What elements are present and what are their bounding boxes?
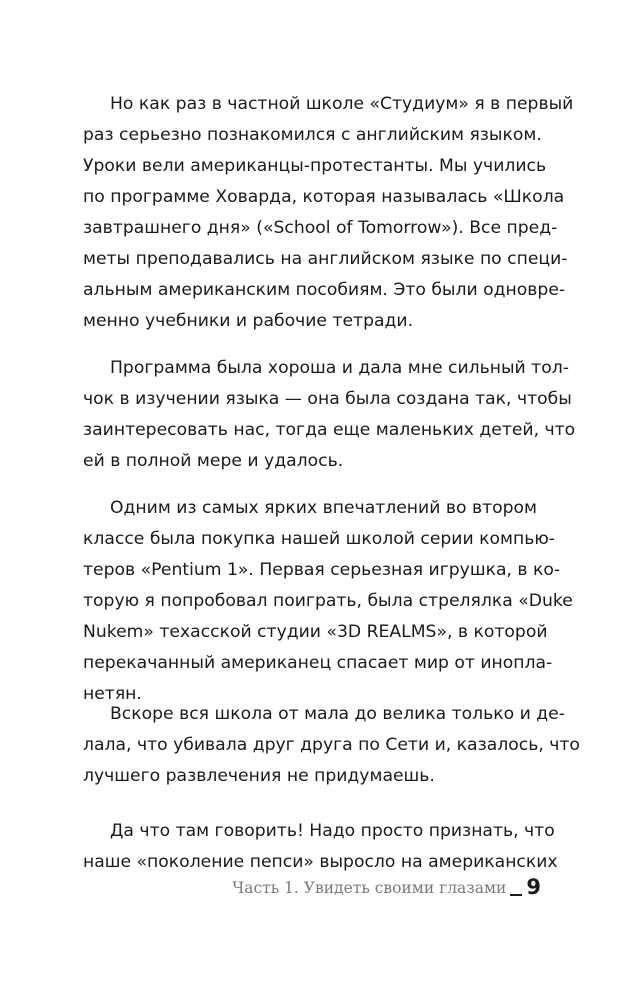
text-line: Программа была хороша и дала мне сильный тол- bbox=[110, 358, 569, 378]
paragraph-2 bbox=[83, 353, 576, 477]
text-line: Да что там говорить! Надо просто признать, что bbox=[110, 821, 555, 841]
text-line: менно учебники и рабочие тетради. bbox=[83, 311, 414, 331]
paragraph-5 bbox=[83, 816, 558, 878]
text-line: перекачанный американец спасает мир от инопла- bbox=[83, 653, 553, 673]
paragraph-3 bbox=[83, 493, 573, 710]
text-line: завтрашнего дня» («School of Tomorrow»). Все пред- bbox=[83, 218, 558, 238]
page-number: 9 bbox=[526, 875, 541, 899]
text-line: Но как раз в частной школе «Студиум» я в первый bbox=[110, 94, 574, 114]
text-line: лучшего развлечения не придумаешь. bbox=[83, 766, 435, 786]
paragraph-1 bbox=[83, 89, 574, 337]
text-line: меты преподавались на английском языке по специ- bbox=[83, 249, 568, 269]
text-line: Уроки вели американцы-протестанты. Мы учились bbox=[83, 156, 547, 176]
text-line: по программе Ховарда, которая называлась «Школа bbox=[83, 187, 565, 207]
text-line: Nukem» техасской студии «3D REALMS», в которой bbox=[83, 622, 548, 642]
text-line: теров «Pentium 1». Первая серьезная игрушка, в ко- bbox=[83, 560, 561, 580]
text-line: лала, что убивала друг друга по Сети и, казалось, что bbox=[83, 735, 580, 755]
text-line: нетян. bbox=[83, 684, 142, 704]
text-line: Одним из самых ярких впечатлений во втором bbox=[110, 498, 538, 518]
text-line: раз серьезно познакомился с английским языком. bbox=[83, 125, 542, 145]
text-line: наше «поколение пепси» выросло на американских bbox=[83, 852, 558, 872]
paragraph-4 bbox=[83, 699, 580, 792]
text-line: альным американским пособиям. Это были одновре- bbox=[83, 280, 566, 300]
footer-rule bbox=[510, 894, 522, 896]
chapter-title: Часть 1. Увидеть своими глазами bbox=[232, 879, 507, 897]
text-line: заинтересовать нас, тогда еще маленьких детей, что bbox=[83, 420, 576, 440]
text-line: Вскоре вся школа от мала до велика только и де- bbox=[110, 704, 565, 724]
text-line: торую я попробовал поиграть, была стрелялка «Duke bbox=[83, 591, 573, 611]
running-footer bbox=[232, 875, 541, 899]
text-line: ей в полной мере и удалось. bbox=[83, 451, 344, 471]
text-line: чок в изучении языка — она была создана так, чтобы bbox=[83, 389, 572, 409]
text-line: классе была покупка нашей школой серии компью- bbox=[83, 529, 556, 549]
